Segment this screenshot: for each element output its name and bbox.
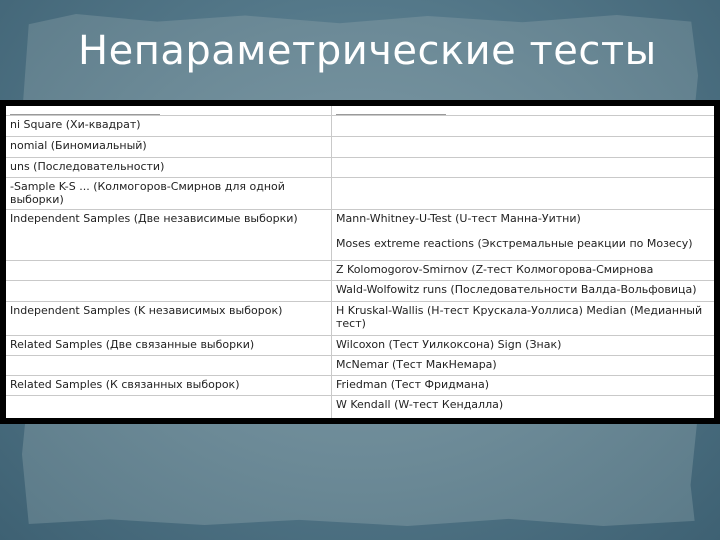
row-label bbox=[6, 396, 332, 418]
table-row bbox=[6, 261, 714, 281]
row-test: McNemar (Тест МакНемара) bbox=[336, 358, 497, 371]
slide-title: Непараметрические тесты bbox=[78, 28, 657, 74]
table-row bbox=[6, 396, 714, 418]
row-test: Wilcoxon (Тест Уилкоксона) Sign (Знак) bbox=[336, 338, 562, 351]
row-test: Moses extreme reactions (Экстремальные реакции по Мозесу) bbox=[336, 237, 693, 250]
row-test-group bbox=[332, 210, 714, 260]
table-row bbox=[6, 116, 714, 137]
header-cell-right bbox=[332, 106, 714, 115]
table-row bbox=[6, 336, 714, 356]
row-test bbox=[332, 158, 714, 177]
table-header-row bbox=[6, 106, 714, 116]
row-label: nomial (Биномиальный) bbox=[6, 137, 332, 157]
tests-table bbox=[6, 106, 714, 418]
row-test bbox=[332, 116, 714, 136]
row-label: ni Square (Хи-квадрат) bbox=[6, 116, 332, 136]
row-label: Independent Samples (Две независимые выборки) bbox=[6, 210, 332, 260]
row-test: Z Kolomogorov-Smirnov (Z-тест Колмогорова-Смирнова bbox=[336, 263, 654, 276]
table-row bbox=[6, 356, 714, 376]
table-row bbox=[6, 376, 714, 396]
table-frame bbox=[0, 100, 720, 424]
row-label bbox=[6, 261, 332, 280]
row-test bbox=[332, 178, 714, 209]
header-cell-left bbox=[6, 106, 332, 115]
row-test: W Kendall (W-тест Кендалла) bbox=[336, 398, 504, 411]
header-text-cut-right bbox=[336, 114, 446, 115]
row-label: Related Samples (Две связанные выборки) bbox=[6, 336, 332, 355]
row-test: H Kruskal-Wallis (H-тест Крускала-Уоллиса) Median (Медианный тест) bbox=[336, 304, 703, 330]
table-row bbox=[6, 137, 714, 158]
table-row bbox=[6, 178, 714, 210]
table-row bbox=[6, 281, 714, 302]
row-label bbox=[6, 281, 332, 301]
row-test: Friedman (Тест Фридмана) bbox=[336, 378, 489, 391]
table-row bbox=[6, 210, 714, 261]
row-test bbox=[332, 137, 714, 157]
row-test: Mann-Whitney-U-Test (U-тест Манна-Уитни) bbox=[336, 212, 581, 225]
row-label: Independent Samples (K независимых выборок) bbox=[6, 302, 332, 335]
header-text-cut-left bbox=[10, 114, 160, 115]
row-label: Related Samples (К связанных выборок) bbox=[6, 376, 332, 395]
table-row bbox=[6, 158, 714, 178]
row-label: uns (Последовательности) bbox=[6, 158, 332, 177]
table-row bbox=[6, 302, 714, 336]
row-label: -Sample K-S ... (Колмогоров-Смирнов для одной выборки) bbox=[6, 178, 332, 209]
row-label bbox=[6, 356, 332, 375]
row-test: Wald-Wolfowitz runs (Последовательности Валда-Вольфовица) bbox=[336, 283, 697, 296]
